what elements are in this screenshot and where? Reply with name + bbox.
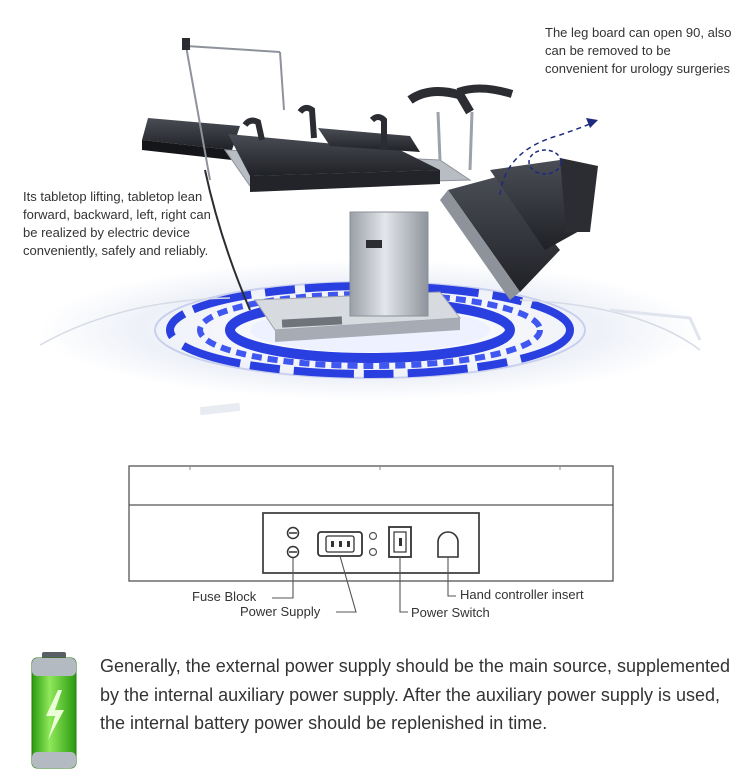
power-note-text: Generally, the external power supply should be the main source, supplemented by the internal auxiliary power supply. After the auxiliary power supply is used, the internal battery power should be replenished in time. [100, 656, 731, 733]
hand-controller-insert-label: Hand controller insert [460, 587, 584, 602]
power-panel-diagram [0, 455, 749, 630]
right-annotation: The leg board can open 90, also can be removed to be convenient for urology surgeries [545, 25, 732, 76]
tabletop [142, 88, 512, 192]
battery-icon [28, 652, 80, 770]
power-supply-label: Power Supply [240, 604, 321, 619]
fuse-block-label: Fuse Block [192, 589, 257, 604]
power-switch-label: Power Switch [411, 605, 490, 620]
left-annotation: Its tabletop lifting, tabletop lean forward, backward, left, right can be realized by electric device conveniently, safely and reliably. [23, 189, 211, 258]
table-column [350, 212, 428, 316]
